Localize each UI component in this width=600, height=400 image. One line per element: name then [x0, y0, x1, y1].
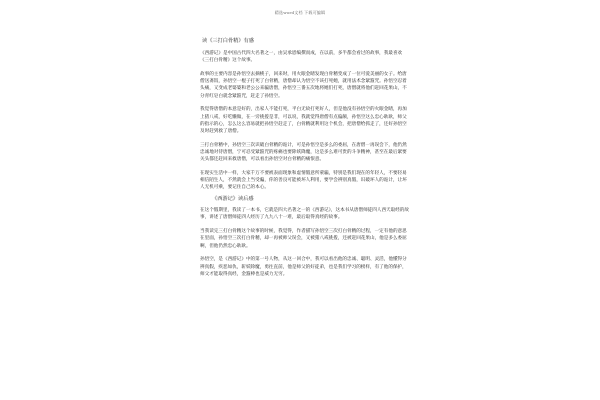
- paragraph: 故事的主要内容是孙悟空去摘桃子，回来时，用火眼金睛发现白骨精变成了一位可爱美丽的女子。给唐僧送斋饭，孙悟空一棍子打死了白骨精，唐僧却认为悟空不该打死她，就用法术念紧箍咒。孙悟空忍着头痛，又变成老婆婆和老公公来骗唐僧，孙悟空三番五次地将她们打死，唐僧就将他们赶回花果山，不分青红皂白就念紧箍咒，赶走了孙悟空。: [200, 72, 407, 99]
- paragraph: 孙悟空，是《西游记》中的第一号人物，从这一回合中，我可以看出他的忠诚、聪明、灵活，他懂得分辨真假，疾恶如仇，斩妖除魔，勇往直前，他是师父的好徒弟，也是我们学习的榜样，有了他的保护，师父才能取得真经，金箍棒也是威力无穷。: [200, 257, 407, 277]
- paragraph: 《西游记》是中国古代四大名著之一，由吴承恩编撰而成，在以前，多半都会看过的故事，我最喜欢《三打白骨精》这个故事。: [200, 51, 403, 64]
- paragraph: 三打白骨精中，孙悟空三次识破白骨精的诡计，可是孙悟空是多么的委屈，在唐僧一再误会下，他仍然忠诚地对待唐僧，宁可忍受紧箍咒的疼痛也要除妖降魔，这是多么难可贵的斗争精神，甚至在最后紧要关头都还赶回来救唐僧，可以看出孙悟空对白骨精的痛恨意。: [200, 142, 407, 163]
- document-body: [200, 38, 410, 285]
- paragraph: 在现实生活中一样，大家千万不要被表面现象和虚情假意所蒙骗，特别是我们现在的年轻人，不要轻易相信陌生人，不然就会上当受骗，你的善良可能被坏人利用，要学会辨别真假，识破坏人的诡计，让坏人无机可乘，要记住自己的本心。: [200, 171, 407, 191]
- paragraph: 当我读完三打白骨精这个故事的时候，我觉得，作者描写孙悟空三次打白骨精的过程，一定有他的意思在里面，孙悟空三次打白骨精，却一再被师父误会，又被猪八戒挑拨，还被赶回花果山，他是多么委屈啊，但他仍然忠心耿耿。: [200, 229, 407, 249]
- paragraph: 在这个假期里，我读了一本书，它就是四大名著之一的《西游记》，这本书从唐僧师徒四人西天取经的故事，讲述了唐僧师徒四人经历了九九八十一难，最后取得真经的故事。: [200, 208, 410, 221]
- paragraph: 我觉得唐僧的本意是好的，出家人不能打死，平白无故打死好人，但是他没有孙悟空的火眼金睛，再加上猪八戒，好吃懒做，在一旁挑拨是非，可以说，我就觉得唐僧有点偏颇，孙悟空这么忠心耿耿，师父的指示的心，怎么这么容易就把孙悟空赶走了，白骨精就利用这个机会，把唐僧给抓走了，还好孙悟空及时赶到救了唐僧。: [200, 107, 407, 135]
- section-subtitle: 《西游记》读后感: [212, 196, 254, 203]
- document-title: 读《三打白骨精》有感: [202, 38, 254, 44]
- header-watermark: 精选word文档 下载可编辑: [274, 10, 326, 15]
